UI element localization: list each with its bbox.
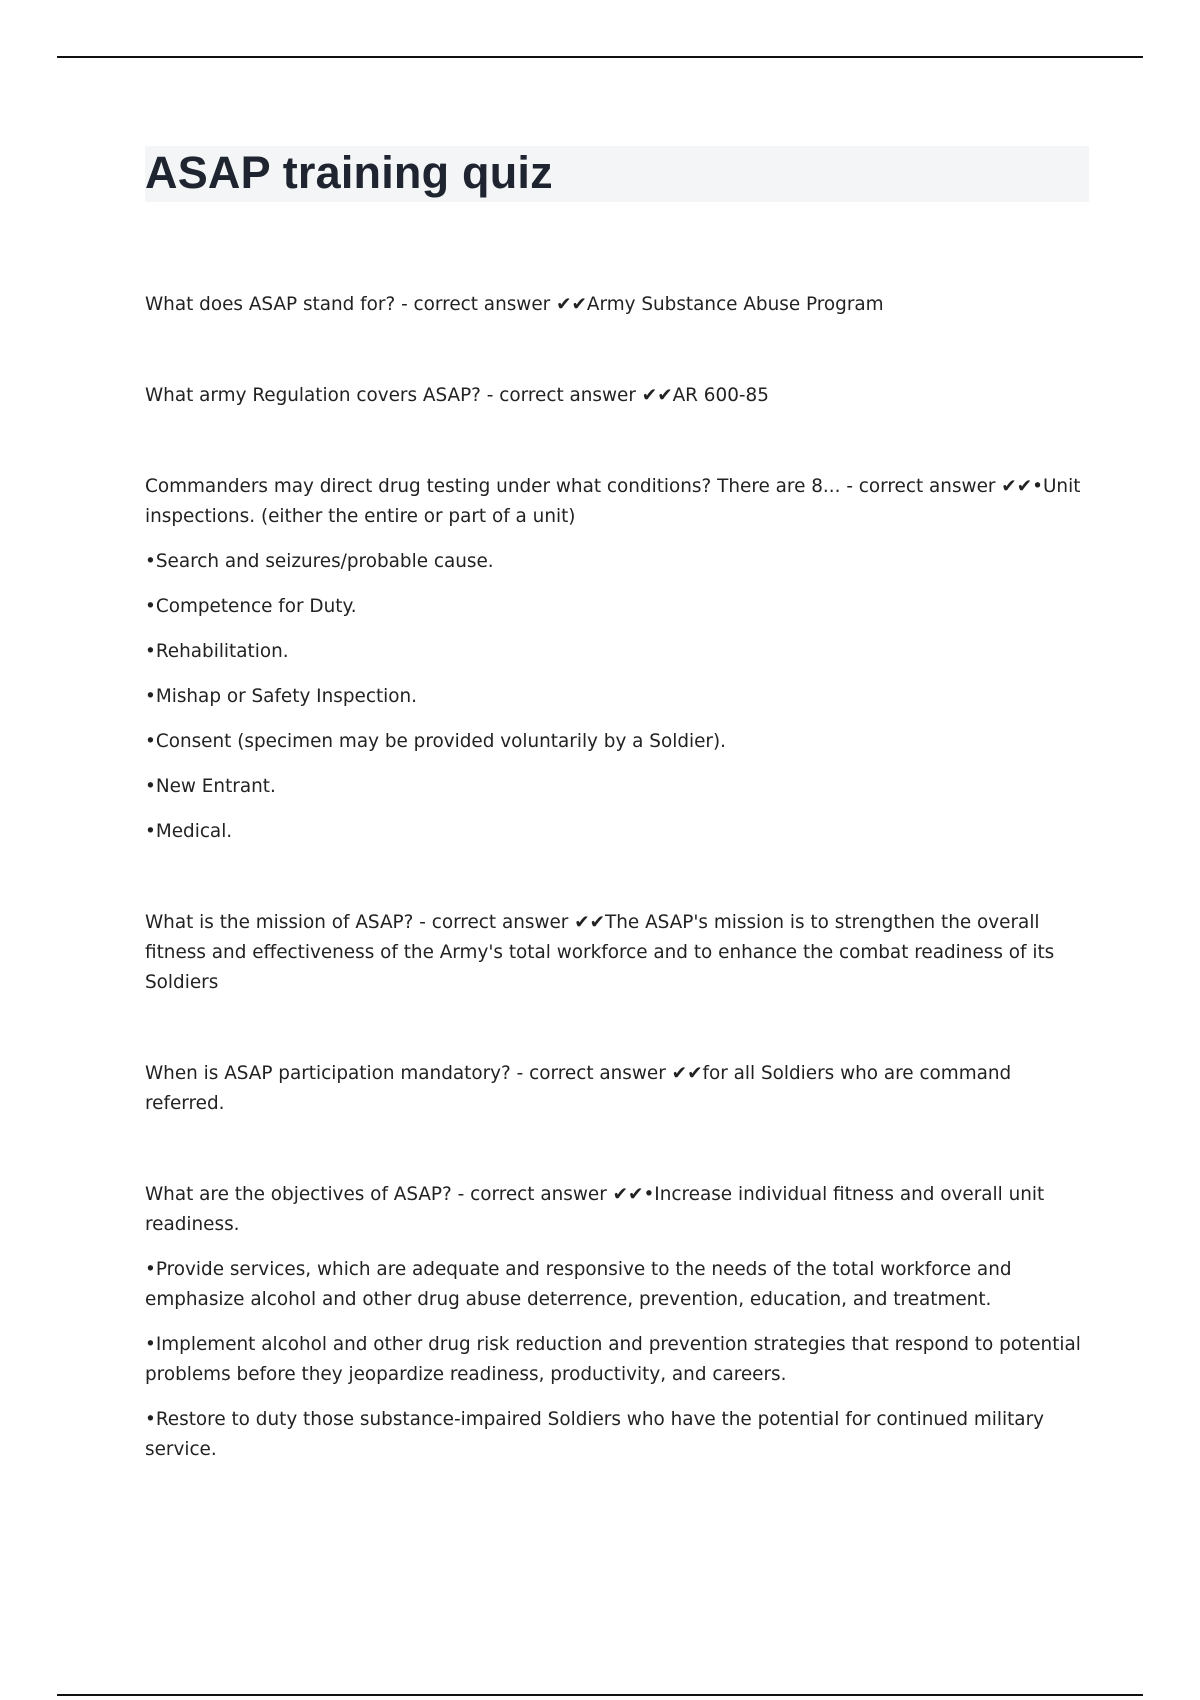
header-rule [57,56,1143,58]
qa-bullet: •Restore to duty those substance-impaired Soldiers who have the potential for continued military service. [145,1409,1045,1460]
qa-bullet: •Rehabilitation. [145,641,289,662]
page-title: ASAP training quiz [145,147,553,198]
qa-question: What army Regulation covers ASAP? - correct answer ✔✔AR 600-85 [145,385,769,406]
qa-bullet: •Consent (specimen may be provided voluntarily by a Soldier). [145,731,727,752]
qa-bullet: •Medical. [145,821,233,842]
qa-bullet: •Mishap or Safety Inspection. [145,686,418,707]
qa-question: What are the objectives of ASAP? - correct answer ✔✔•Increase individual fitness and overall unit readiness. [145,1184,1045,1235]
qa-item [145,381,1090,411]
qa-question: What does ASAP stand for? - correct answer ✔✔Army Substance Abuse Program [145,294,884,315]
qa-item [145,1059,1090,1119]
qa-bullet: •Implement alcohol and other drug risk reduction and prevention strategies that respond to potential problems before they jeopardize readiness, productivity, and careers. [145,1334,1081,1385]
qa-item [145,1180,1090,1465]
qa-bullet: •New Entrant. [145,776,276,797]
qa-bullet: •Competence for Duty. [145,596,357,617]
qa-question: Commanders may direct drug testing under what conditions? There are 8... - correct answer ✔✔•Unit inspections. (either the entire or part of a unit) [145,476,1081,527]
footer-rule [57,1694,1143,1696]
qa-item [145,290,1090,320]
qa-bullet: •Search and seizures/probable cause. [145,551,494,572]
qa-bullet: •Provide services, which are adequate and responsive to the needs of the total workforce and emphasize alcohol and other drug abuse deterrence, prevention, education, and treatment. [145,1259,1012,1310]
quiz-content [145,290,1090,1465]
qa-item [145,472,1090,847]
qa-question: When is ASAP participation mandatory? - correct answer ✔✔for all Soldiers who are command referred. [145,1063,1012,1114]
qa-item [145,908,1090,998]
qa-question: What is the mission of ASAP? - correct answer ✔✔The ASAP's mission is to strengthen the overall fitness and effectiveness of the Army's total workforce and to enhance the combat readiness of its Soldiers [145,912,1055,993]
